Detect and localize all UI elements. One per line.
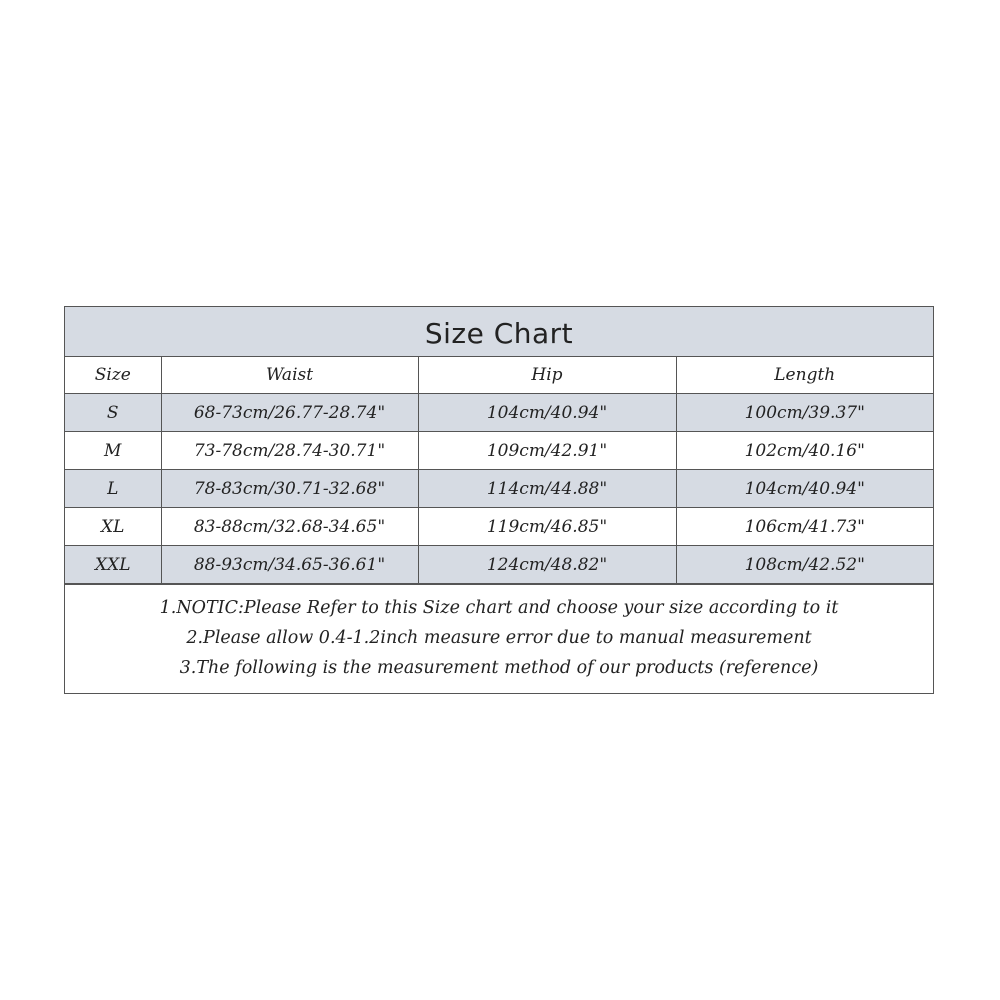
note-line-1: 1.NOTIC:Please Refer to this Size chart and choose your size according to it xyxy=(159,598,839,618)
waist-cell: 83-88cm/32.68-34.65" xyxy=(161,508,418,546)
note-line-2: 2.Please allow 0.4-1.2inch measure error due to manual measurement xyxy=(186,628,812,648)
size-cell: M xyxy=(65,432,161,470)
header-hip: Hip xyxy=(418,357,676,394)
length-cell: 102cm/40.16" xyxy=(676,432,933,470)
length-cell: 106cm/41.73" xyxy=(676,508,933,546)
hip-cell: 114cm/44.88" xyxy=(418,470,676,508)
length-cell: 104cm/40.94" xyxy=(676,470,933,508)
notes xyxy=(65,584,933,693)
note-line-3: 3.The following is the measurement method of our products (reference) xyxy=(179,658,819,678)
waist-cell: 73-78cm/28.74-30.71" xyxy=(161,432,418,470)
table-row xyxy=(65,432,933,470)
size-cell: XL xyxy=(65,508,161,546)
hip-cell: 119cm/46.85" xyxy=(418,508,676,546)
hip-cell: 124cm/48.82" xyxy=(418,546,676,584)
size-table xyxy=(65,357,933,584)
length-cell: 108cm/42.52" xyxy=(676,546,933,584)
hip-cell: 104cm/40.94" xyxy=(418,394,676,432)
header-length: Length xyxy=(676,357,933,394)
header-row xyxy=(65,357,933,394)
table-row xyxy=(65,394,933,432)
header-waist: Waist xyxy=(161,357,418,394)
hip-cell: 109cm/42.91" xyxy=(418,432,676,470)
size-chart xyxy=(64,306,934,694)
waist-cell: 88-93cm/34.65-36.61" xyxy=(161,546,418,584)
size-cell: S xyxy=(65,394,161,432)
table-row xyxy=(65,470,933,508)
table-row xyxy=(65,508,933,546)
header-size: Size xyxy=(65,357,161,394)
table-row xyxy=(65,546,933,584)
size-cell: XXL xyxy=(65,546,161,584)
waist-cell: 78-83cm/30.71-32.68" xyxy=(161,470,418,508)
length-cell: 100cm/39.37" xyxy=(676,394,933,432)
size-cell: L xyxy=(65,470,161,508)
waist-cell: 68-73cm/26.77-28.74" xyxy=(161,394,418,432)
chart-title: Size Chart xyxy=(65,307,933,357)
